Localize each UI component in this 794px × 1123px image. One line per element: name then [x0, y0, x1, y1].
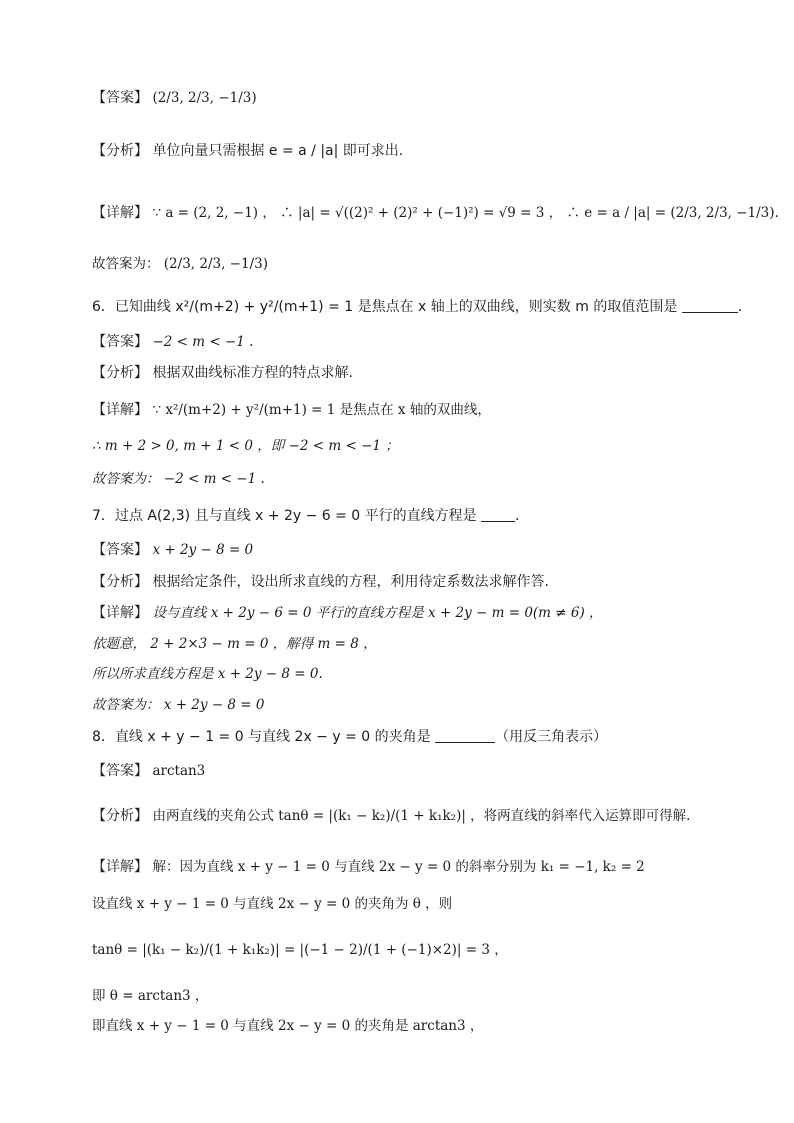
q6-detail2-line: [92, 436, 399, 456]
q7-question-line: [92, 506, 529, 526]
q7-detail3-line: [92, 664, 323, 684]
q8-detail2-line: [92, 894, 452, 914]
q6-question-line: [92, 297, 752, 317]
q6-detail-line: [92, 400, 491, 420]
q5-analysis-line: [92, 141, 403, 161]
q8-answer: arctan3: [152, 763, 206, 779]
q6-detail: ∵ x²/(m+2) + y²/(m+1) = 1 是焦点在 x 轴的双曲线，: [152, 402, 491, 418]
q8-detail: 解：因为直线 x + y − 1 = 0 与直线 2x − y = 0 的斜率分别为 k₁ = −1, k₂ = 2: [152, 859, 645, 875]
answer-tag: 【答案】: [92, 334, 148, 350]
q8-analysis-line: [92, 806, 690, 826]
detail-tag: 【详解】: [92, 402, 148, 418]
q8-answer-line: [92, 761, 205, 781]
q8-question: 8．直线 x + y − 1 = 0 与直线 2x − y = 0 的夹角是: [92, 729, 431, 745]
q5-final-line: [92, 254, 268, 274]
q5-analysis: 单位向量只需根据 e = a / |a| 即可求出.: [152, 143, 404, 159]
q7-question-end: ．: [515, 508, 530, 524]
q6-answer-line: [92, 332, 253, 352]
q5-detail-line: [92, 203, 779, 223]
q6-detail2: ∴ m + 2 > 0, m + 1 < 0 ，即 −2 < m < −1 ；: [92, 438, 399, 454]
detail-tag: 【详解】: [92, 605, 148, 621]
q7-final-line: [92, 695, 264, 715]
q7-answer: x + 2y − 8 = 0: [152, 542, 254, 558]
q7-answer-line: [92, 540, 253, 560]
q6-final: 故答案为： −2 < m < −1 .: [92, 471, 265, 487]
q6-question: 6．已知曲线 x²/(m+2) + y²/(m+1) = 1 是焦点在 x 轴上的双曲线，则实数 m 的取值范围是: [92, 299, 678, 315]
q7-detail-line: [92, 603, 603, 623]
q6-analysis: 根据双曲线标准方程的特点求解.: [152, 365, 353, 381]
q5-final: 故答案为： (2/3, 2/3, −1/3): [92, 256, 268, 272]
q8-detail4: 即 θ = arctan3 ，: [92, 988, 209, 1004]
q7-question: 7．过点 A(2,3) 且与直线 x + 2y − 6 = 0 平行的直线方程是: [92, 508, 477, 524]
q8-question-end: （用反三角表示）: [495, 729, 608, 745]
q7-analysis-line: [92, 572, 549, 592]
q7-detail2: 依题意， 2 + 2×3 − m = 0 ，解得 m = 8 ，: [92, 636, 377, 652]
analysis-tag: 【分析】: [92, 574, 148, 590]
analysis-tag: 【分析】: [92, 365, 148, 381]
q8-answer-blank[interactable]: [435, 727, 495, 743]
analysis-tag: 【分析】: [92, 143, 148, 159]
answer-tag: 【答案】: [92, 90, 148, 106]
q5-answer-line: [92, 88, 257, 108]
q8-question-line: [92, 727, 607, 747]
q8-detail3: tanθ = |(k₁ − k₂)/(1 + k₁k₂)| = |(−1 − 2)/(1 + (−1)×2)| = 3 ，: [92, 942, 508, 958]
q8-detail2: 设直线 x + y − 1 = 0 与直线 2x − y = 0 的夹角为 θ ，则: [92, 896, 453, 912]
detail-tag: 【详解】: [92, 859, 148, 875]
q8-detail5-line: [92, 1016, 483, 1036]
q7-answer-blank[interactable]: [481, 506, 515, 522]
q8-detail4-line: [92, 986, 208, 1006]
q6-final-line: [92, 469, 265, 489]
q7-detail2-line: [92, 634, 377, 654]
q6-question-end: ．: [737, 299, 752, 315]
q7-final: 故答案为： x + 2y − 8 = 0: [92, 697, 265, 713]
answer-tag: 【答案】: [92, 763, 148, 779]
q6-analysis-line: [92, 363, 353, 383]
q7-analysis: 根据给定条件，设出所求直线的方程，利用待定系数法求解作答.: [152, 574, 549, 590]
q7-detail3: 所以所求直线方程是 x + 2y − 8 = 0.: [92, 666, 323, 682]
q5-answer: (2/3, 2/3, −1/3): [152, 90, 257, 106]
q8-detail5: 即直线 x + y − 1 = 0 与直线 2x − y = 0 的夹角是 arctan3 ，: [92, 1018, 484, 1034]
q6-answer-blank[interactable]: [682, 297, 738, 313]
q8-detail3-line: [92, 940, 508, 960]
analysis-tag: 【分析】: [92, 808, 148, 824]
q5-detail: ∵ a = (2, 2, −1) ， ∴ |a| = √((2)² + (2)² + (−1)²) = √9 = 3 ， ∴ e = a / |a| = (2/3, 2/3, −1/3).: [152, 205, 779, 221]
q7-detail: 设与直线 x + 2y − 6 = 0 平行的直线方程是 x + 2y − m = 0(m ≠ 6) ，: [152, 605, 603, 621]
detail-tag: 【详解】: [92, 205, 148, 221]
answer-tag: 【答案】: [92, 542, 148, 558]
q6-answer: −2 < m < −1 .: [152, 334, 254, 350]
q8-analysis: 由两直线的夹角公式 tanθ = |(k₁ − k₂)/(1 + k₁k₂)| ，将两直线的斜率代入运算即可得解.: [152, 808, 691, 824]
q8-detail-line: [92, 857, 645, 877]
